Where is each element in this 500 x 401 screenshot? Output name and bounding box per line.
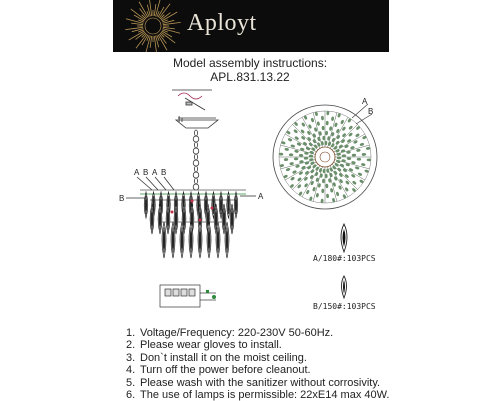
label-I: I	[178, 115, 181, 124]
instruction-item: 6. The use of lamps is permissible: 22xE14 max 40W.	[126, 389, 390, 401]
instruction-item: 1. Voltage/Frequency: 220-230V 50-60Hz.	[126, 327, 334, 339]
mounting-hardware	[172, 90, 212, 110]
side-label-right: A	[258, 192, 264, 201]
side-label-1: A	[134, 168, 140, 177]
instructions-list	[126, 327, 389, 401]
side-label-left: B	[119, 194, 125, 203]
side-label-3: A	[152, 168, 158, 177]
document-title: Model assembly instructions:	[172, 56, 328, 70]
top-label-B: B	[368, 107, 374, 116]
instruction-item: 4. Turn off the power before cleanout.	[126, 364, 311, 377]
crystal-part-a-icon	[341, 224, 347, 252]
instruction-item: 2. Please wear gloves to install.	[126, 339, 282, 352]
part-a-label: A/180#:103PCS	[313, 254, 376, 263]
side-label-2: B	[143, 168, 149, 177]
model-code: APL.831.13.22	[210, 70, 290, 84]
chandelier-top-view	[273, 104, 377, 209]
terminal-block-icon	[160, 285, 216, 307]
part-b-label: B/150#:103PCS	[313, 302, 376, 311]
side-label-4: B	[161, 168, 167, 177]
chain	[193, 130, 199, 190]
instruction-item: 5. Please wash with the sanitizer without corrosivity.	[126, 376, 381, 389]
brand-name: Aployt	[187, 10, 257, 36]
instruction-item: 3. Don`t install it on the moist ceiling.	[126, 351, 307, 364]
crystal-part-b-icon	[342, 276, 347, 298]
top-label-A: A	[362, 97, 368, 106]
